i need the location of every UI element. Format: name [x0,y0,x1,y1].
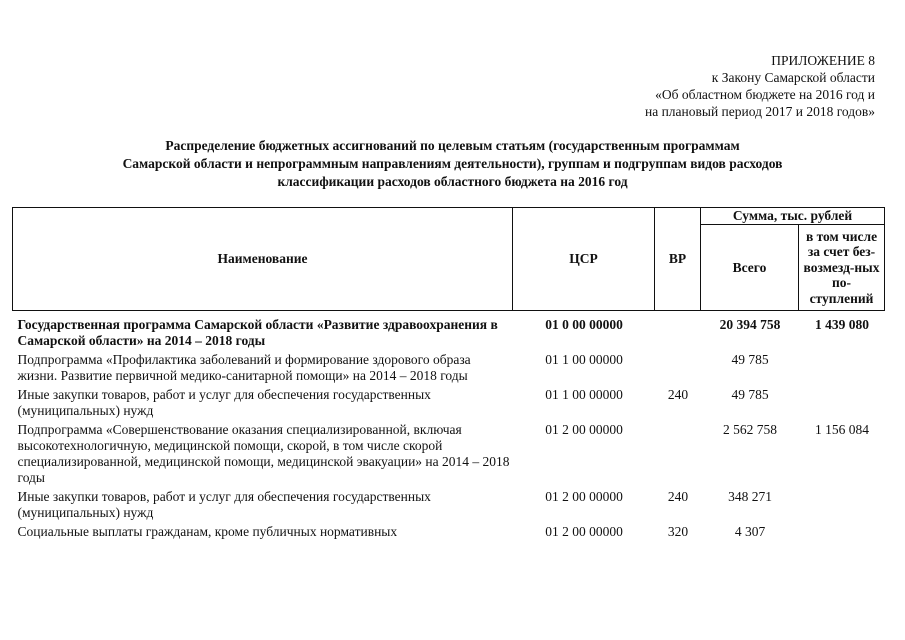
row-total: 49 785 [731,387,769,402]
row-total: 2 562 758 [723,422,777,437]
row-total: 49 785 [731,352,769,367]
row-vr: 320 [667,524,689,539]
header-vr: ВР [655,208,701,311]
table-row [13,352,885,387]
budget-table [12,207,885,543]
row-free-receipts [799,387,885,422]
row-total: 348 271 [728,489,772,504]
appendix-law-title: «Об областном бюджете на 2016 год и [655,87,875,102]
row-total: 20 394 758 [719,317,781,332]
row-vr [655,352,701,387]
header-free-receipts: в том числе за счет без-возмезд-ных по-ступлений [799,225,885,311]
row-name: Подпрограмма «Профилактика заболеваний и формирование здорового образа жизни. Развитие первичной медико-санитарной помощи» на 2014 – 2018 годы [17,352,471,383]
table-row [13,422,885,489]
appendix-law: к Закону Самарской области [711,70,875,85]
row-free-receipts [799,352,885,387]
row-name: Иные закупки товаров, работ и услуг для обеспечения государственных (муниципальных) нужд [17,387,431,418]
row-free-receipts [799,524,885,543]
header-name: Наименование [13,208,513,311]
table-row [13,311,885,353]
row-free-receipts: 1 156 084 [815,422,869,437]
row-name: Подпрограмма «Совершенствование оказания специализированной, включая высокотехнологичную, медицинской помощи, скорой, в том числе скорой специализированной, медицинской помощи, медицинской эвакуации» на 2014 – 2018 годы [17,422,510,485]
row-csr: 01 2 00 00000 [545,524,623,539]
appendix-block [645,52,875,120]
table-body [13,311,885,544]
document-title [40,137,865,191]
table-header [13,208,885,311]
header-csr: ЦСР [513,208,655,311]
header-total: Всего [701,225,799,311]
row-total: 4 307 [734,524,766,539]
row-csr: 01 2 00 00000 [545,422,623,437]
table-row [13,524,885,543]
row-vr [655,422,701,489]
document-title-line-3: классификации расходов областного бюджета на 2016 год [277,174,628,189]
row-name: Государственная программа Самарской области «Развитие здравоохранения в Самарской области» на 2014 – 2018 годы [17,317,498,348]
row-free-receipts [799,489,885,524]
table-row [13,489,885,524]
table-row [13,387,885,422]
row-vr: 240 [667,387,689,402]
row-vr: 240 [667,489,689,504]
header-sum: Сумма, тыс. рублей [701,208,885,225]
document-title-line-1: Распределение бюджетных ассигнований по целевым статьям (государственным программам [165,138,740,153]
appendix-law-period: на плановый период 2017 и 2018 годов» [644,104,875,119]
row-csr: 01 2 00 00000 [545,489,623,504]
row-free-receipts: 1 439 080 [815,317,869,332]
row-name: Социальные выплаты гражданам, кроме публичных нормативных [17,524,398,539]
appendix-number: ПРИЛОЖЕНИЕ 8 [771,53,875,68]
row-vr [655,311,701,353]
row-csr: 01 1 00 00000 [545,387,623,402]
document-title-line-2: Самарской области и непрограммным направлениям деятельности), группам и подгруппам видов расходов [122,156,783,171]
row-csr: 01 0 00 00000 [545,317,623,332]
row-name: Иные закупки товаров, работ и услуг для обеспечения государственных (муниципальных) нужд [17,489,431,520]
row-csr: 01 1 00 00000 [545,352,623,367]
